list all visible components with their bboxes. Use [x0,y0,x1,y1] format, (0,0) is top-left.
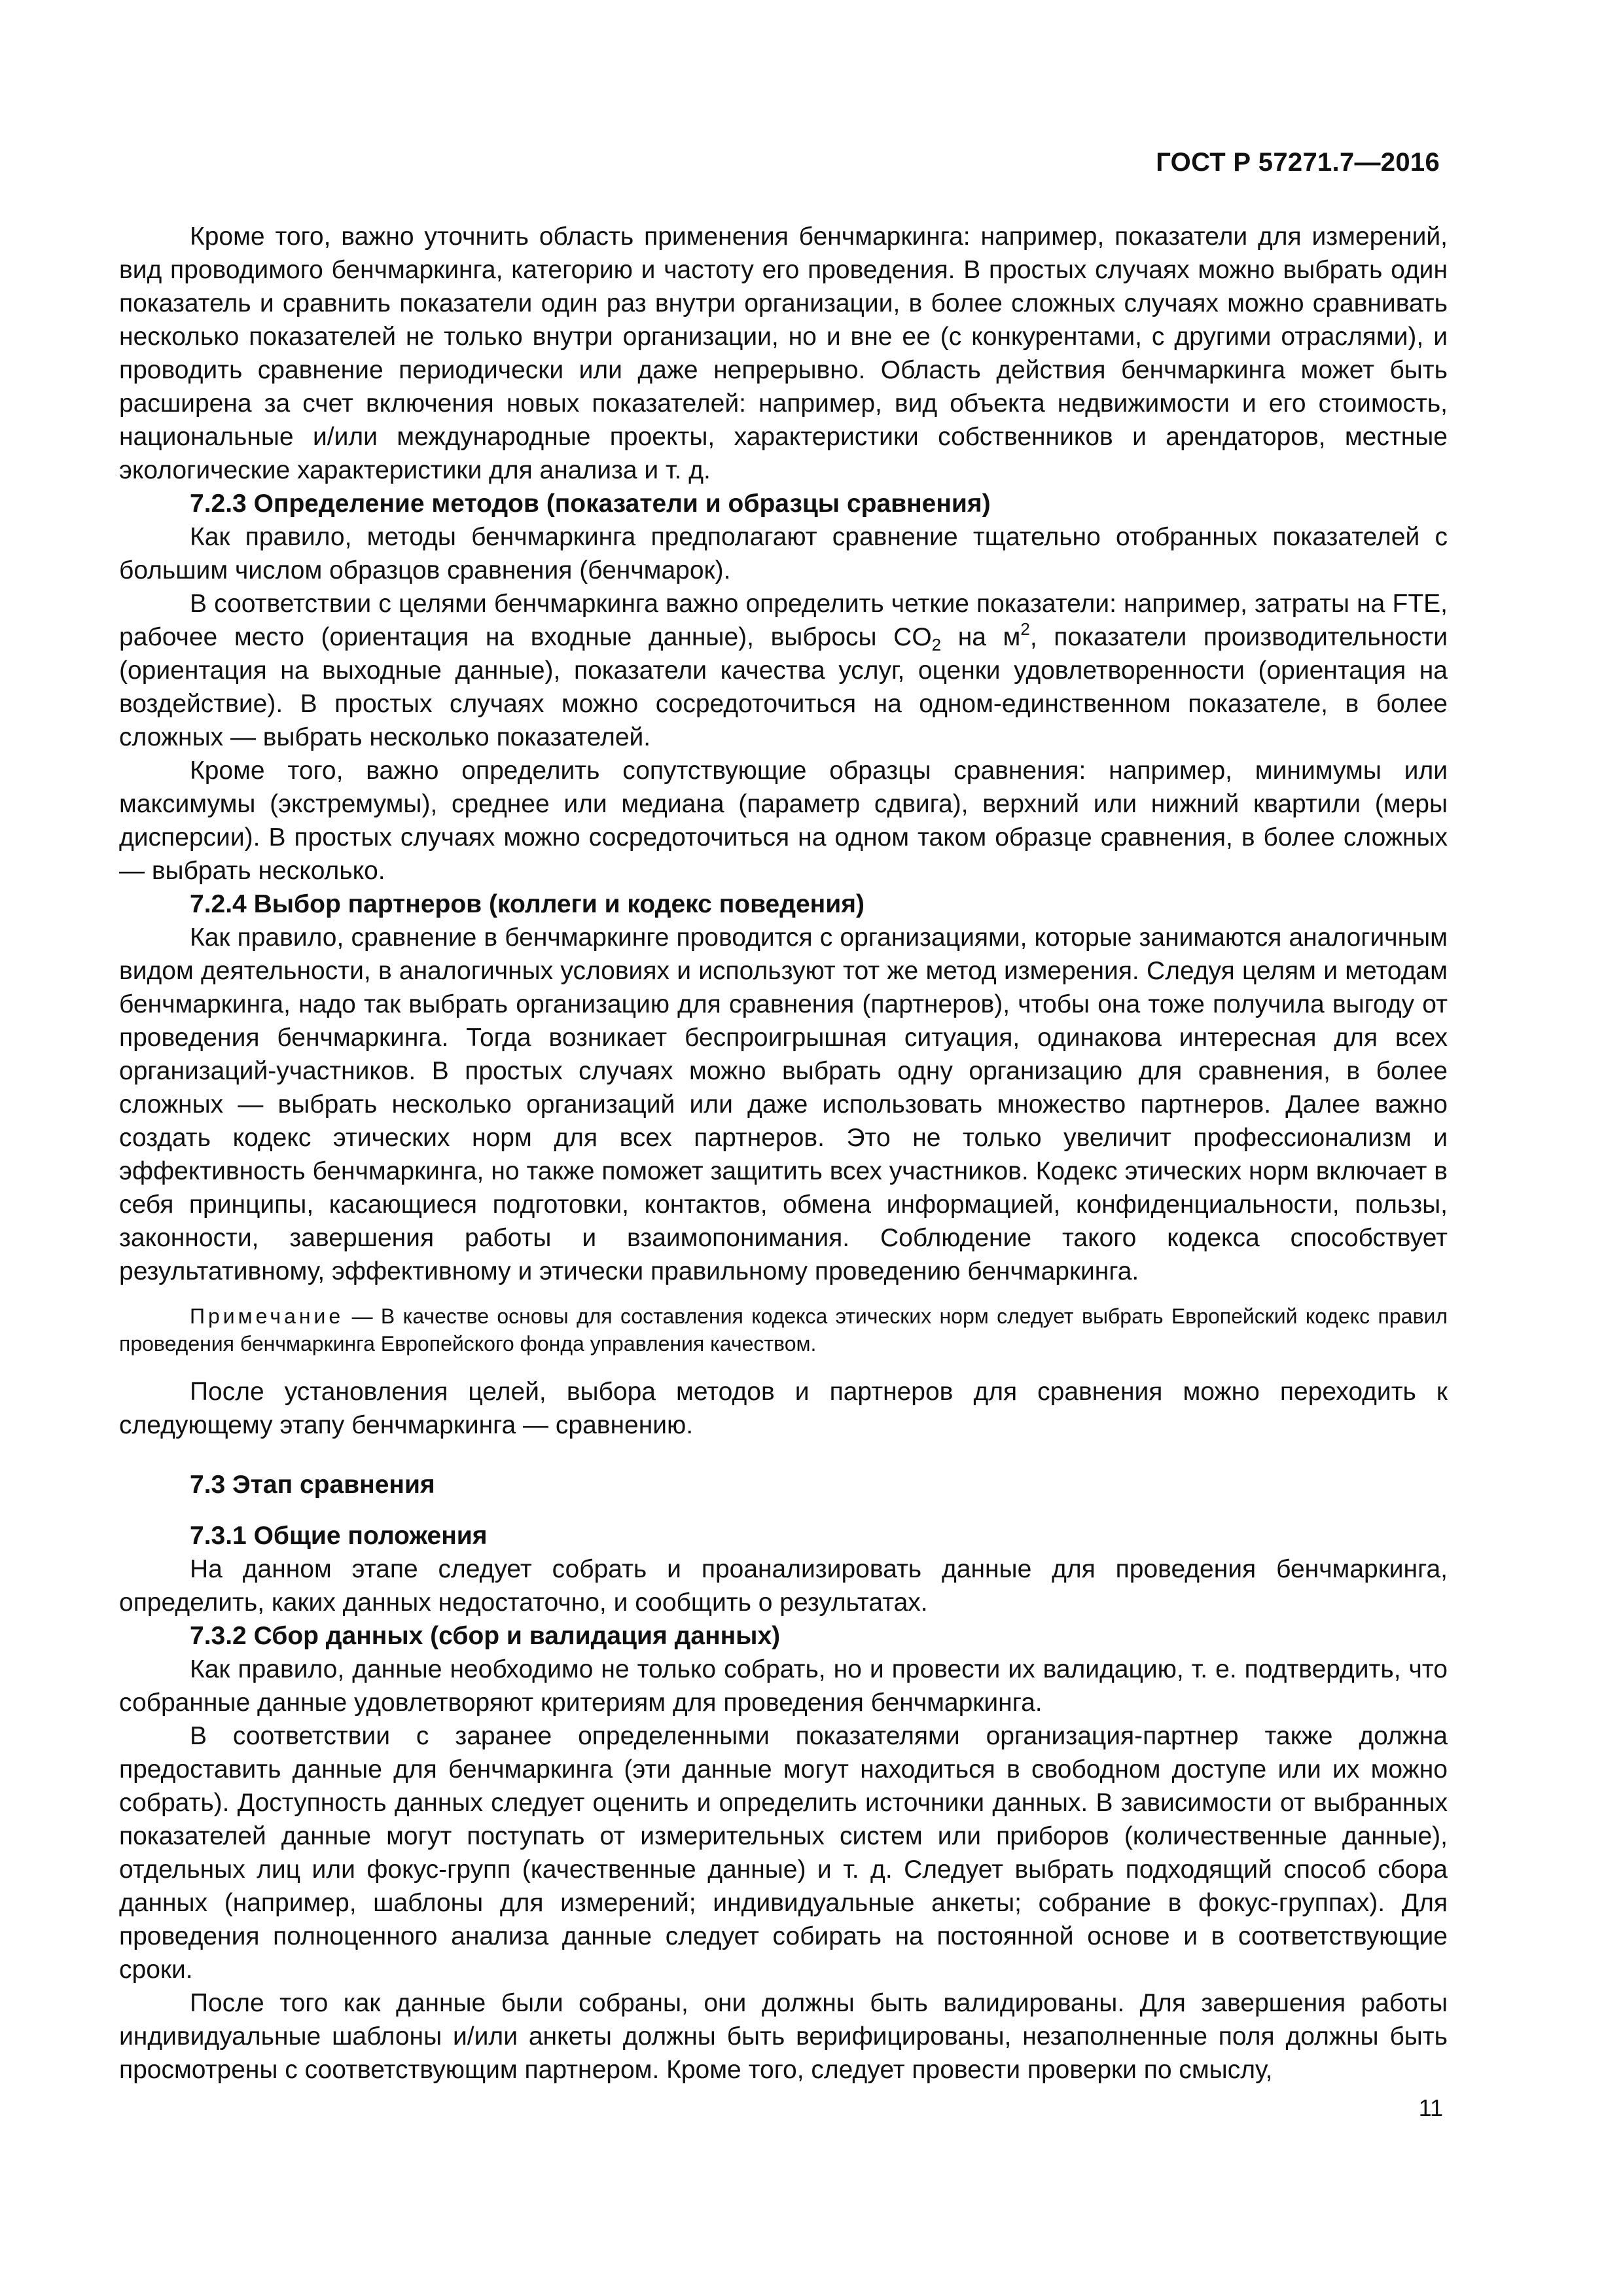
note-text: — В качестве основы для составления кодекса этических норм следует выбрать Европейский кодекс правил проведения бенчмаркинга Европейского фонда управления качеством. [119,1304,1448,1355]
paragraph-general: На данном этапе следует собрать и проанализировать данные для проведения бенчмаркинга, определить, каких данных недостаточно, и сообщить о результатах. [119,1555,1448,1617]
paragraph-comparison-samples: Кроме того, важно определить сопутствующие образцы сравнения: например, минимумы или максимумы (экстремумы), среднее или медиана (параметр сдвига), верхний или нижний квартили (меры дисперсии). В простых случаях можно сосредоточиться на одном таком образце сравнения, в более сложных — выбрать несколько. [119,757,1448,885]
section-heading-7-3-2: 7.3.2 Сбор данных (сбор и валидация данных) [190,1622,781,1650]
paragraph-next-stage: После установления целей, выбора методов и партнеров для сравнения можно переходить к следующему этапу бенчмаркинга — сравнению. [119,1378,1448,1439]
document-code-header: ГОСТ Р 57271.7—2016 [1156,148,1440,177]
paragraph-partners: Как правило, сравнение в бенчмаркинге проводится с организациями, которые занимаются аналогичным видом деятельности, в аналогичных условиях и используют тот же метод измерения. Следуя целям и методам бенчмаркинга, надо так выбрать организацию для сравнения (партнеров), чтобы она тоже получила выгоду от проведения бенчмаркинга. Тогда возникает беспроигрышная ситуация, одинакова интересная для всех организаций-участников. В простых случаях можно выбрать одну организацию для сравнения, в более сложных — выбрать несколько организаций или даже использовать множество партнеров. Далее важно создать кодекс этических норм для всех партнеров. Это не только увеличит профессионализм и эффективность бенчмаркинга, но также поможет защитить всех участников. Кодекс этических норм включает в себя принципы, касающиеся подготовки, контактов, обмена информацией, конфиденциальности, пользы, законности, завершения работы и взаимопонимания. Соблюдение такого кодекса способствует результативному, эффективному и этически правильному проведению бенчмаркинга. [119,924,1448,1285]
paragraph-data-collection: В соответствии с заранее определенными показателями организация-партнер также должна предоставить данные для бенчмаркинга (эти данные могут находиться в свободном доступе или их можно собрать). Доступность данных следует оценить и определить источники данных. В зависимости от выбранных показателей данные могут поступать от измерительных систем или приборов (количественные данные), отдельных лиц или фокус-групп (качественные данные) и т. д. Следует выбрать подходящий способ сбора данных (например, шаблоны для измерений; индивидуальные анкеты; собрание в фокус-группах). Для проведения полноценного анализа данные следует собирать на постоянной основе и в соответствующие сроки. [119,1722,1448,1984]
indicators-text-part1: В соответствии с целями бенчмаркинга важно определить четкие показатели: например, затраты на FTE, рабочее место (ориентация на входные данные), выбросы CO [119,590,1448,651]
paragraph-methods-intro: Как правило, методы бенчмаркинга предполагают сравнение тщательно отобранных показателей с большим числом образцов сравнения (бенчмарок). [119,523,1448,584]
section-heading-7-3: 7.3 Этап сравнения [190,1471,435,1499]
co2-subscript: 2 [931,635,942,655]
paragraph-scope: Кроме того, важно уточнить область применения бенчмаркинга: например, показатели для измерений, вид проводимого бенчмаркинга, категорию и частоту его проведения. В простых случаях можно выбрать один показатель и сравнить показатели один раз внутри организации, в более сложных случаях можно сравнивать несколько показателей не только внутри организации, но и вне ее (с конкурентами, с другими отраслями), и проводить сравнение периодически или даже непрерывно. Область действия бенчмаркинга может быть расширена за счет включения новых показателей: например, вид объекта недвижимости и его стоимость, национальные и/или международные проекты, характеристики собственников и арендаторов, местные экологические характеристики для анализа и т. д. [119,223,1448,484]
section-heading-7-3-1: 7.3.1 Общие положения [190,1522,488,1550]
indicators-text-part3: , показатели производительности (ориентация на выходные данные), показатели качества услуг, оценки удовлетворенности (ориентация на воздействие). В простых случаях можно сосредоточиться на одном-единственном показателе, в более сложных — выбрать несколько показателей. [119,623,1448,751]
document-body [119,220,1448,2087]
section-heading-7-2-4: 7.2.4 Выбор партнеров (коллеги и кодекс поведения) [190,890,865,918]
page-number: 11 [1418,2094,1443,2121]
indicators-text-part2: на м [941,623,1021,651]
note-block [119,1302,1448,1357]
m2-superscript: 2 [1020,619,1030,639]
note-label: Примечание [190,1304,344,1328]
section-heading-7-2-3: 7.2.3 Определение методов (показатели и образцы сравнения) [190,490,991,518]
paragraph-data-validation: Как правило, данные необходимо не только собрать, но и провести их валидацию, т. е. подтвердить, что собранные данные удовлетворяют критериям для проведения бенчмаркинга. [119,1655,1448,1717]
paragraph-after-collection: После того как данные были собраны, они должны быть валидированы. Для завершения работы индивидуальные шаблоны и/или анкеты должны быть верифицированы, незаполненные поля должны быть просмотрены с соответствующим партнером. Кроме того, следует провести проверки по смыслу, [119,1989,1448,2084]
paragraph-indicators [119,587,1448,754]
